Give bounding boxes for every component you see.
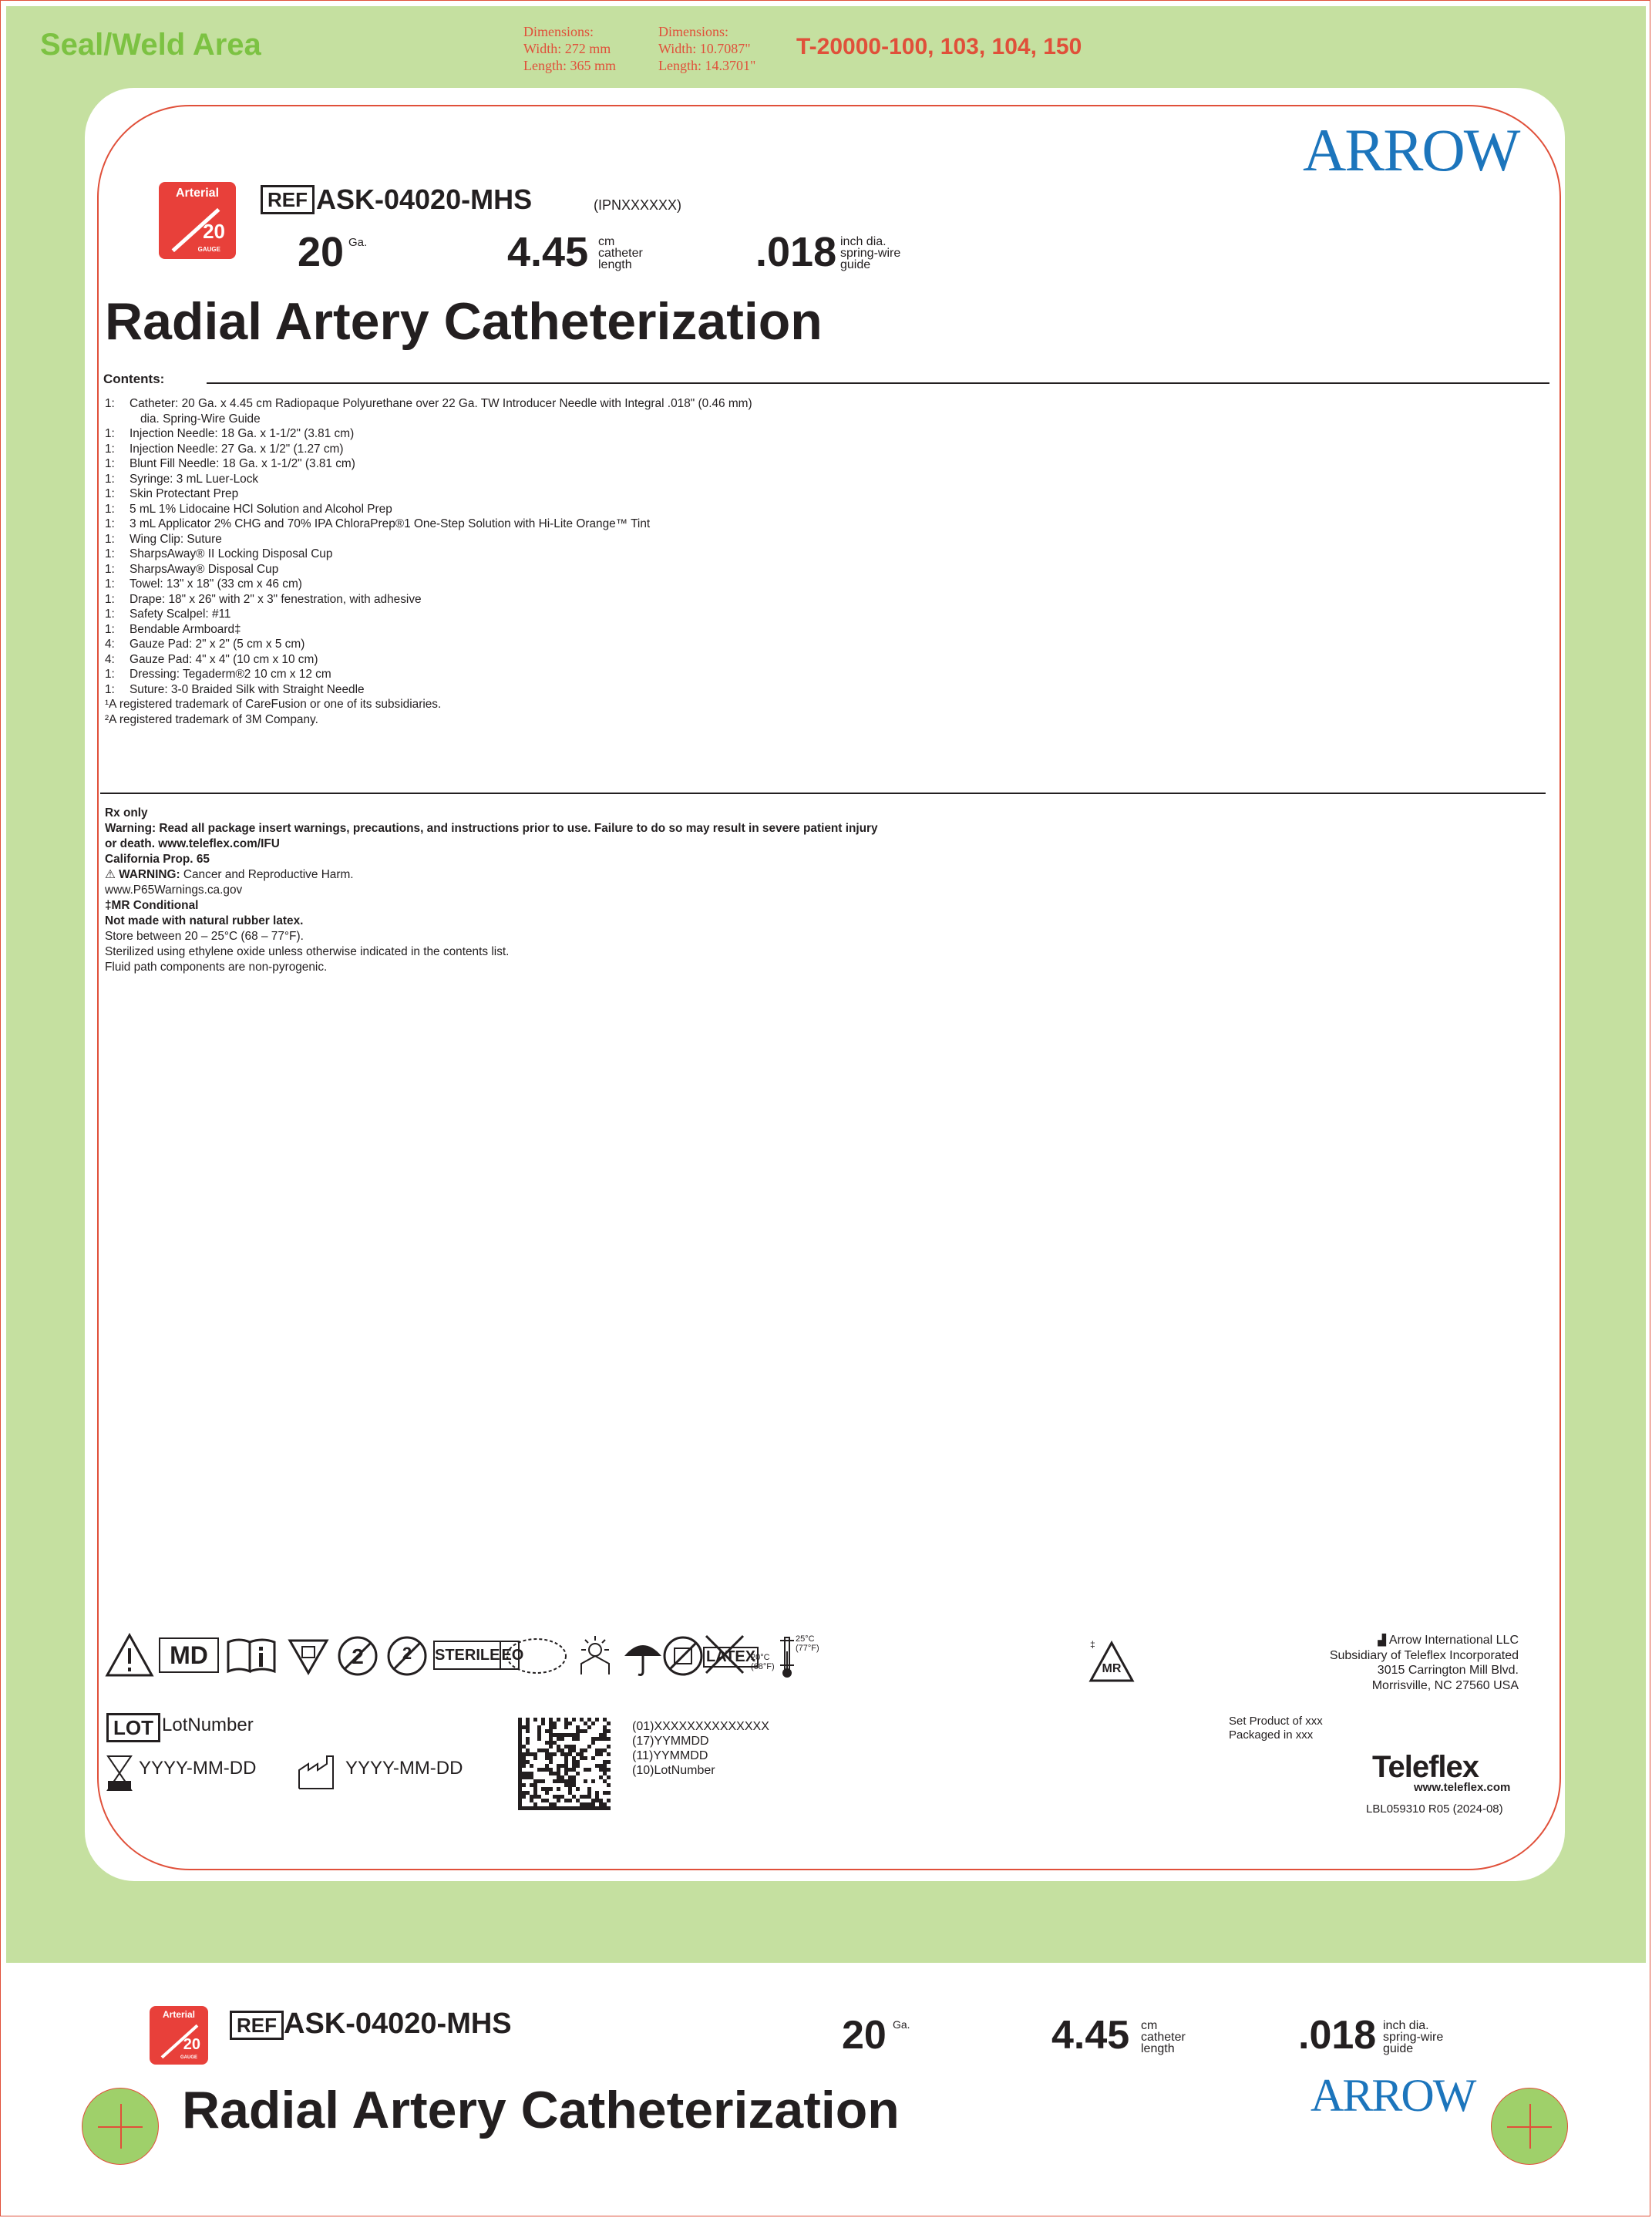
single-sterile-barrier-icon [287, 1636, 330, 1676]
contents-item-quantity: 1: [105, 427, 115, 440]
contents-item-quantity: 1: [105, 592, 115, 606]
contents-item-quantity: 1: [105, 682, 115, 696]
contents-item [105, 682, 953, 698]
contents-item-text: Injection Needle: 27 Ga. x 1/2" (1.27 cm) [130, 442, 344, 456]
mr-label: MR [1102, 1662, 1122, 1675]
contents-item-text: Injection Needle: 18 Ga. x 1-1/2" (3.81 cm) [130, 427, 355, 440]
contents-item-quantity: 1: [105, 532, 115, 546]
contents-item-text: 5 mL 1% Lidocaine HCl Solution and Alcohol Prep [130, 502, 392, 516]
dimensions-mm-length: Length: 365 mm [523, 58, 616, 73]
expiry-date: YYYY-MM-DD [139, 1758, 257, 1779]
contents-item-quantity: 4: [105, 638, 115, 651]
mr-conditional-icon [1088, 1641, 1135, 1684]
warning-triangle-icon: ⚠ [105, 868, 116, 881]
wire-unit [840, 236, 900, 271]
contents-item [105, 517, 953, 532]
dimensions-inch-label: Dimensions: [658, 24, 729, 39]
contents-item-text: Suture: 3-0 Braided Silk with Straight Needle [130, 682, 365, 696]
contents-item-text: Safety Scalpel: #11 [130, 608, 231, 621]
do-not-resterilize-number: 2 [402, 1644, 412, 1663]
contents-item-quantity: 1: [105, 547, 115, 560]
eo-label: EO [500, 1642, 523, 1668]
prop65-warning [105, 867, 1107, 883]
bottom-length-unit [1141, 2020, 1186, 2055]
arterial-icon-title: Arterial [175, 187, 220, 200]
prop65-warning-label: WARNING: [119, 868, 180, 881]
bottom-wire-unit [1383, 2020, 1443, 2055]
contents-item-text: Skin Protectant Prep [130, 487, 239, 500]
length-unit-catheter: catheter [598, 247, 643, 260]
teleflex-url: www.teleflex.com [1414, 1781, 1511, 1794]
do-not-resterilize-icon [385, 1634, 429, 1678]
do-not-use-if-damaged-icon [661, 1634, 705, 1678]
bottom-gauge-value: 20 [842, 2013, 887, 2058]
temp-low [751, 1653, 775, 1671]
warning-line-2: or death. www.teleflex.com/IFU [105, 837, 280, 850]
ref-number: ASK-04020-MHS [316, 183, 533, 215]
contents-item [105, 472, 953, 487]
non-pyrogenic-statement: Fluid path components are non-pyrogenic. [105, 961, 328, 974]
contents-item [105, 652, 953, 668]
contents-item-quantity: 1: [105, 472, 115, 486]
contents-item-text: Towel: 13" x 18" (33 cm x 46 cm) [130, 577, 302, 591]
latex-statement: Not made with natural rubber latex. [105, 914, 304, 927]
contents-list [105, 396, 953, 727]
part-numbers: T-20000-100, 103, 104, 150 [796, 34, 1082, 59]
contents-item-text: Drape: 18" x 26" with 2" x 3" fenestration, with adhesive [130, 592, 422, 606]
arterial-icon-gauge-word: GAUGE [197, 246, 220, 253]
arterial-icon-gauge: 20 [203, 220, 225, 243]
contents-item [105, 577, 953, 592]
footnote-1: ¹A registered trademark of CareFusion or one of its subsidiaries. [105, 698, 442, 711]
contents-item [105, 622, 953, 638]
arterial-gauge-icon [159, 182, 236, 259]
contents-item-quantity: 1: [105, 608, 115, 621]
bottom-product-title: Radial Artery Catheterization [182, 2081, 900, 2139]
rx-only: Rx only [105, 806, 148, 820]
prop65-warning-text: Cancer and Reproductive Harm. [180, 868, 354, 881]
manufacturer-street: 3015 Carrington Mill Blvd. [1377, 1664, 1519, 1677]
contents-rule [207, 382, 1549, 384]
lot-number: LotNumber [162, 1715, 254, 1735]
gauge-unit: Ga. [348, 236, 368, 249]
manufacturer-name [1233, 1633, 1519, 1648]
temp-low-f: (68°F) [751, 1662, 775, 1671]
warnings-block [105, 806, 1107, 975]
arrow-logo: ARROW [1303, 116, 1519, 183]
contents-item-quantity: 1: [105, 562, 115, 576]
dimensions-inch-width: Width: 10.7087" [658, 41, 751, 56]
contents-item-text: SharpsAway® Disposal Cup [130, 562, 279, 576]
length-value: 4.45 [507, 229, 589, 275]
ipn-number: (IPNXXXXXX) [594, 197, 682, 213]
contents-item [105, 592, 953, 608]
origin-block [1229, 1715, 1323, 1742]
contents-item [105, 502, 953, 517]
latex-cross-icon [703, 1633, 746, 1676]
wire-unit-guide: guide [840, 258, 871, 271]
contents-item-quantity: 1: [105, 397, 115, 410]
dimensions-mm-label: Dimensions: [523, 24, 594, 39]
udi-datamatrix-code [518, 1718, 611, 1810]
do-not-reuse-number: 2 [352, 1644, 364, 1668]
contents-item-text: Gauze Pad: 4" x 4" (10 cm x 10 cm) [130, 652, 318, 666]
contents-item-text: SharpsAway® II Locking Disposal Cup [130, 547, 333, 560]
ref-symbol: REF [261, 185, 315, 214]
contents-item-quantity: 1: [105, 502, 115, 516]
contents-item-text: Blunt Fill Needle: 18 Ga. x 1-1/2" (3.81 cm) [130, 457, 355, 470]
sterilization-statement: Sterilized using ethylene oxide unless otherwise indicated in the contents list. [105, 945, 510, 958]
wire-value: .018 [755, 229, 837, 275]
product-title: Radial Artery Catheterization [105, 292, 823, 351]
bottom-wire-unit-spring: spring-wire [1383, 2031, 1444, 2044]
contents-item [105, 412, 953, 427]
keep-away-from-sunlight-icon [574, 1634, 617, 1678]
footnote-2: ²A registered trademark of 3M Company. [105, 712, 318, 726]
dimensions-inch-length: Length: 14.3701" [658, 58, 756, 73]
contents-item-text: 3 mL Applicator 2% CHG and 70% IPA ChloraPrep®1 One-Step Solution with Hi-Lite Orange™ Tint [130, 517, 651, 530]
temp-high [796, 1634, 819, 1653]
caution-icon [105, 1633, 154, 1678]
contents-item [105, 532, 953, 547]
bottom-wire-unit-dia: inch dia. [1383, 2019, 1429, 2032]
contents-item [105, 547, 953, 562]
warning-line-1: Warning: Read all package insert warnings, precautions, and instructions prior to use. Failure to do so may result in severe patient injury [105, 822, 878, 835]
bottom-length-value: 4.45 [1051, 2013, 1130, 2058]
manufacturer-city: Morrisville, NC 27560 USA [1371, 1678, 1519, 1692]
registration-mark-right [1491, 2088, 1568, 2165]
p65-url: www.P65Warnings.ca.gov [105, 883, 243, 897]
wire-unit-dia: inch dia. [840, 235, 887, 248]
prop65-heading: California Prop. 65 [105, 853, 210, 866]
consult-ifu-icon [225, 1636, 278, 1674]
panel-dieline [97, 105, 1561, 1870]
contents-item-text: Bendable Armboard‡ [130, 622, 241, 636]
contents-item-quantity: 1: [105, 457, 115, 470]
registration-mark-left [82, 2088, 159, 2165]
packaged-in: Packaged in xxx [1229, 1728, 1314, 1742]
bottom-arterial-gauge-icon [150, 2006, 208, 2065]
manufacture-date: YYYY-MM-DD [345, 1758, 463, 1779]
dimensions-mm-width: Width: 272 mm [523, 41, 611, 56]
contents-item-text: dia. Spring-Wire Guide [140, 412, 261, 426]
contents-item-quantity: 1: [105, 622, 115, 636]
contents-item [105, 607, 953, 622]
contents-item-text: Syringe: 3 mL Luer-Lock [130, 472, 259, 486]
contents-item-quantity [105, 412, 130, 427]
contents-item-quantity: 4: [105, 652, 115, 666]
contents-item [105, 562, 953, 577]
seal-area-label: Seal/Weld Area [40, 28, 261, 62]
temp-high-f: (77°F) [796, 1644, 819, 1653]
bottom-wire-unit-guide: guide [1383, 2042, 1414, 2055]
bottom-length-unit-catheter: catheter [1141, 2031, 1186, 2044]
contents-item-quantity: 1: [105, 487, 115, 500]
warnings-rule [100, 793, 1546, 794]
mr-dagger: ‡ [1090, 1639, 1095, 1650]
contents-item-quantity: 1: [105, 442, 115, 456]
mr-conditional: ‡MR Conditional [105, 899, 199, 912]
contents-item-quantity: 1: [105, 517, 115, 530]
bottom-length-unit-cm: cm [1141, 2019, 1158, 2032]
bottom-arterial-icon-title: Arterial [162, 2009, 196, 2020]
contents-item [105, 456, 953, 472]
temp-low-c: 20°C [751, 1653, 770, 1662]
storage-statement: Store between 20 – 25°C (68 – 77°F). [105, 930, 304, 943]
latex-label: LATEX [703, 1647, 759, 1668]
contents-item [105, 486, 953, 502]
contents-item-text: Catheter: 20 Ga. x 4.45 cm Radiopaque Polyurethane over 22 Ga. TW Introducer Needle with Integral .018" (0.46 mm) [130, 397, 752, 410]
bottom-arterial-icon-gauge-word: GAUGE [180, 2055, 197, 2060]
gauge-value: 20 [298, 229, 345, 275]
manufacturer-address [1233, 1633, 1519, 1693]
length-unit-length: length [598, 258, 632, 271]
bottom-ref-symbol: REF [230, 2011, 284, 2040]
keep-dry-icon [621, 1634, 665, 1678]
contents-item-text: Dressing: Tegaderm®2 10 cm x 12 cm [130, 668, 331, 681]
bottom-arterial-icon-gauge: 20 [183, 2036, 200, 2053]
temperature-limit-icon [751, 1634, 828, 1681]
temp-high-c: 25°C [796, 1634, 815, 1644]
length-unit [598, 236, 643, 271]
manufacturer-factory-icon: ▟ [1378, 1634, 1389, 1646]
do-not-reuse-icon [336, 1634, 379, 1678]
contents-item-text: Gauze Pad: 2" x 2" (5 cm x 5 cm) [130, 638, 305, 651]
contents-heading: Contents: [103, 372, 165, 386]
wire-unit-spring: spring-wire [840, 247, 901, 260]
contents-item-quantity: 1: [105, 668, 115, 681]
udi-gtin: (01)XXXXXXXXXXXXXX [632, 1720, 769, 1733]
thermometer-icon [780, 1636, 794, 1679]
length-unit-cm: cm [598, 235, 615, 248]
contents-item [105, 442, 953, 457]
lot-symbol: LOT [106, 1713, 160, 1742]
udi-text [632, 1719, 769, 1778]
use-by-hourglass-icon [106, 1755, 133, 1792]
manufacturer-name-text: Arrow International LLC [1388, 1634, 1519, 1647]
latex-free-icon [703, 1633, 756, 1676]
medical-device-icon: MD [159, 1637, 219, 1673]
sterile-fluid-path-icon [504, 1636, 569, 1676]
sterile-label: STERILE [435, 1647, 500, 1664]
contents-item [105, 396, 953, 412]
bottom-gauge-unit: Ga. [893, 2018, 910, 2031]
contents-item-text: Wing Clip: Suture [130, 532, 222, 546]
udi-expiry: (17)YYMMDD [632, 1735, 709, 1748]
contents-item [105, 426, 953, 442]
contents-item [105, 667, 953, 682]
dimensions-mm [523, 23, 616, 74]
contents-item-quantity: 1: [105, 577, 115, 591]
teleflex-logo: Teleflex [1372, 1750, 1479, 1784]
contents-item [105, 637, 953, 652]
label-code: LBL059310 R05 (2024-08) [1366, 1802, 1503, 1816]
manufacturer-subsidiary: Subsidiary of Teleflex Incorporated [1329, 1648, 1519, 1662]
bottom-ref-number: ASK-04020-MHS [284, 2008, 512, 2040]
bottom-wire-value: .018 [1298, 2013, 1377, 2058]
dimensions-inch [658, 23, 755, 74]
set-product-of: Set Product of xxx [1229, 1715, 1323, 1728]
udi-lot: (10)LotNumber [632, 1764, 715, 1777]
bottom-arrow-logo: ARROW [1310, 2070, 1475, 2121]
udi-production: (11)YYMMDD [632, 1749, 708, 1762]
bottom-length-unit-length: length [1141, 2042, 1175, 2055]
manufacture-date-icon [298, 1753, 339, 1792]
